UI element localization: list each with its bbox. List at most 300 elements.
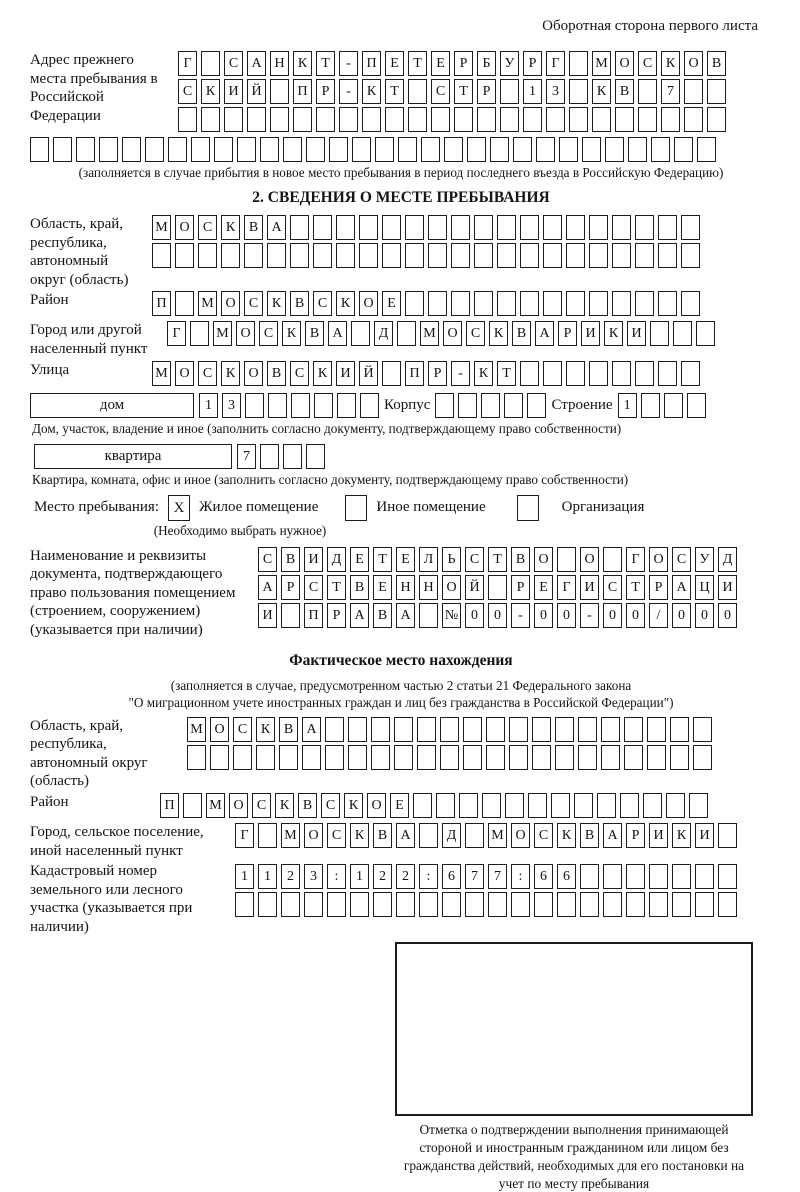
char-box[interactable] xyxy=(458,393,477,418)
char-box[interactable] xyxy=(187,745,206,770)
char-box[interactable] xyxy=(210,745,229,770)
char-box[interactable] xyxy=(635,243,654,268)
char-box[interactable]: 0 xyxy=(488,603,507,628)
char-box[interactable]: И xyxy=(695,823,714,848)
char-box[interactable] xyxy=(589,361,608,386)
char-box[interactable]: О xyxy=(443,321,462,346)
char-box[interactable]: С xyxy=(304,575,323,600)
char-box[interactable] xyxy=(718,864,737,889)
char-box[interactable] xyxy=(601,745,620,770)
char-box[interactable]: И xyxy=(718,575,737,600)
char-box[interactable] xyxy=(624,717,643,742)
char-box[interactable]: Ц xyxy=(695,575,714,600)
char-box[interactable] xyxy=(612,361,631,386)
char-box[interactable] xyxy=(398,137,417,162)
char-box[interactable] xyxy=(536,137,555,162)
char-box[interactable] xyxy=(658,361,677,386)
char-box[interactable] xyxy=(348,717,367,742)
char-box[interactable]: О xyxy=(175,215,194,240)
char-box[interactable] xyxy=(258,892,277,917)
char-box[interactable]: А xyxy=(603,823,622,848)
char-box[interactable]: 2 xyxy=(281,864,300,889)
char-box[interactable] xyxy=(638,107,657,132)
char-box[interactable] xyxy=(325,717,344,742)
char-box[interactable] xyxy=(532,717,551,742)
char-box[interactable]: В xyxy=(707,51,726,76)
char-box[interactable] xyxy=(666,793,685,818)
char-box[interactable]: 3 xyxy=(304,864,323,889)
char-box[interactable] xyxy=(419,823,438,848)
char-box[interactable]: 2 xyxy=(373,864,392,889)
char-box[interactable] xyxy=(279,745,298,770)
char-box[interactable]: Л xyxy=(419,547,438,572)
char-box[interactable]: : xyxy=(419,864,438,889)
char-box[interactable]: А xyxy=(258,575,277,600)
char-box[interactable] xyxy=(520,243,539,268)
char-box[interactable]: 7 xyxy=(465,864,484,889)
char-box[interactable]: Т xyxy=(316,51,335,76)
char-box[interactable]: - xyxy=(339,51,358,76)
char-box[interactable] xyxy=(566,291,585,316)
char-box[interactable]: С xyxy=(178,79,197,104)
char-box[interactable] xyxy=(534,892,553,917)
char-box[interactable] xyxy=(520,361,539,386)
char-box[interactable]: С xyxy=(431,79,450,104)
char-box[interactable] xyxy=(684,107,703,132)
char-box[interactable] xyxy=(413,793,432,818)
char-box[interactable] xyxy=(635,215,654,240)
char-box[interactable]: В xyxy=(350,575,369,600)
char-box[interactable]: О xyxy=(511,823,530,848)
char-box[interactable]: Т xyxy=(373,547,392,572)
char-box[interactable] xyxy=(394,717,413,742)
char-box[interactable]: К xyxy=(604,321,623,346)
char-box[interactable] xyxy=(504,393,523,418)
char-box[interactable]: 0 xyxy=(626,603,645,628)
char-box[interactable] xyxy=(543,291,562,316)
char-box[interactable]: С xyxy=(638,51,657,76)
char-box[interactable]: Т xyxy=(408,51,427,76)
char-box[interactable]: К xyxy=(201,79,220,104)
char-box[interactable] xyxy=(658,243,677,268)
char-box[interactable]: 6 xyxy=(442,864,461,889)
char-box[interactable] xyxy=(405,243,424,268)
char-box[interactable] xyxy=(664,393,683,418)
char-box[interactable]: И xyxy=(627,321,646,346)
char-box[interactable] xyxy=(463,745,482,770)
char-box[interactable] xyxy=(451,243,470,268)
char-box[interactable] xyxy=(329,137,348,162)
char-box[interactable] xyxy=(397,321,416,346)
char-box[interactable] xyxy=(76,137,95,162)
char-box[interactable]: 7 xyxy=(237,444,256,469)
char-box[interactable]: К xyxy=(256,717,275,742)
char-box[interactable] xyxy=(605,137,624,162)
char-box[interactable]: П xyxy=(160,793,179,818)
char-box[interactable]: О xyxy=(580,547,599,572)
char-box[interactable]: Г xyxy=(235,823,254,848)
apartment-type-box[interactable]: квартира xyxy=(34,444,232,469)
char-box[interactable] xyxy=(505,793,524,818)
char-box[interactable] xyxy=(661,107,680,132)
char-box[interactable]: К xyxy=(350,823,369,848)
char-box[interactable]: - xyxy=(580,603,599,628)
char-box[interactable]: 7 xyxy=(488,864,507,889)
char-box[interactable]: А xyxy=(396,603,415,628)
char-box[interactable]: М xyxy=(281,823,300,848)
char-box[interactable] xyxy=(582,137,601,162)
char-box[interactable] xyxy=(244,243,263,268)
char-box[interactable] xyxy=(283,444,302,469)
char-box[interactable]: Е xyxy=(534,575,553,600)
char-box[interactable]: О xyxy=(175,361,194,386)
char-box[interactable] xyxy=(520,291,539,316)
char-box[interactable]: С xyxy=(290,361,309,386)
char-box[interactable] xyxy=(428,243,447,268)
char-box[interactable]: О xyxy=(221,291,240,316)
char-box[interactable] xyxy=(382,215,401,240)
char-box[interactable] xyxy=(569,79,588,104)
char-box[interactable] xyxy=(488,575,507,600)
char-box[interactable]: С xyxy=(233,717,252,742)
char-box[interactable] xyxy=(580,892,599,917)
char-box[interactable]: М xyxy=(488,823,507,848)
char-box[interactable]: Д xyxy=(718,547,737,572)
char-box[interactable] xyxy=(405,215,424,240)
char-box[interactable] xyxy=(408,79,427,104)
char-box[interactable] xyxy=(482,793,501,818)
char-box[interactable] xyxy=(497,215,516,240)
char-box[interactable] xyxy=(513,137,532,162)
char-box[interactable]: К xyxy=(267,291,286,316)
char-box[interactable]: 1 xyxy=(523,79,542,104)
char-box[interactable] xyxy=(626,892,645,917)
char-box[interactable] xyxy=(405,291,424,316)
char-box[interactable]: С xyxy=(321,793,340,818)
char-box[interactable] xyxy=(290,243,309,268)
char-box[interactable] xyxy=(697,137,716,162)
char-box[interactable] xyxy=(359,215,378,240)
char-box[interactable] xyxy=(465,823,484,848)
char-box[interactable] xyxy=(707,79,726,104)
char-box[interactable] xyxy=(612,215,631,240)
char-box[interactable] xyxy=(175,291,194,316)
char-box[interactable]: С xyxy=(313,291,332,316)
char-box[interactable]: В xyxy=(279,717,298,742)
char-box[interactable]: Е xyxy=(390,793,409,818)
char-box[interactable]: Н xyxy=(419,575,438,600)
char-box[interactable]: О xyxy=(229,793,248,818)
char-box[interactable]: Т xyxy=(497,361,516,386)
char-box[interactable] xyxy=(214,137,233,162)
char-box[interactable] xyxy=(336,243,355,268)
char-box[interactable]: Е xyxy=(385,51,404,76)
char-box[interactable] xyxy=(419,892,438,917)
char-box[interactable] xyxy=(689,793,708,818)
char-box[interactable]: 0 xyxy=(603,603,622,628)
char-box[interactable]: - xyxy=(451,361,470,386)
char-box[interactable] xyxy=(673,321,692,346)
char-box[interactable] xyxy=(670,717,689,742)
char-box[interactable] xyxy=(198,243,217,268)
char-box[interactable] xyxy=(99,137,118,162)
char-box[interactable]: Р xyxy=(316,79,335,104)
char-box[interactable] xyxy=(281,603,300,628)
char-box[interactable] xyxy=(687,393,706,418)
char-box[interactable]: П xyxy=(293,79,312,104)
char-box[interactable] xyxy=(658,291,677,316)
char-box[interactable]: Г xyxy=(167,321,186,346)
char-box[interactable] xyxy=(268,393,287,418)
char-box[interactable]: М xyxy=(152,215,171,240)
char-box[interactable] xyxy=(316,107,335,132)
char-box[interactable]: Р xyxy=(649,575,668,600)
char-box[interactable]: 1 xyxy=(199,393,218,418)
char-box[interactable] xyxy=(382,361,401,386)
char-box[interactable] xyxy=(233,745,252,770)
char-box[interactable] xyxy=(122,137,141,162)
char-box[interactable]: Д xyxy=(327,547,346,572)
char-box[interactable]: В xyxy=(267,361,286,386)
char-box[interactable]: У xyxy=(500,51,519,76)
char-box[interactable] xyxy=(352,137,371,162)
char-box[interactable] xyxy=(435,393,454,418)
char-box[interactable]: К xyxy=(592,79,611,104)
char-box[interactable]: В xyxy=(244,215,263,240)
char-box[interactable] xyxy=(440,717,459,742)
char-box[interactable] xyxy=(442,892,461,917)
char-box[interactable] xyxy=(382,243,401,268)
char-box[interactable] xyxy=(601,717,620,742)
char-box[interactable] xyxy=(641,393,660,418)
char-box[interactable]: В xyxy=(305,321,324,346)
char-box[interactable]: : xyxy=(511,864,530,889)
char-box[interactable]: М xyxy=(198,291,217,316)
char-box[interactable]: О xyxy=(684,51,703,76)
char-box[interactable] xyxy=(444,137,463,162)
char-box[interactable]: Т xyxy=(454,79,473,104)
char-box[interactable] xyxy=(431,107,450,132)
char-box[interactable]: И xyxy=(258,603,277,628)
char-box[interactable]: И xyxy=(336,361,355,386)
char-box[interactable] xyxy=(168,137,187,162)
char-box[interactable] xyxy=(635,291,654,316)
char-box[interactable]: А xyxy=(267,215,286,240)
char-box[interactable] xyxy=(221,243,240,268)
char-box[interactable] xyxy=(674,137,693,162)
char-box[interactable] xyxy=(417,717,436,742)
char-box[interactable] xyxy=(304,892,323,917)
char-box[interactable]: С xyxy=(252,793,271,818)
char-box[interactable]: 0 xyxy=(557,603,576,628)
char-box[interactable]: Г xyxy=(178,51,197,76)
char-box[interactable] xyxy=(348,745,367,770)
char-box[interactable] xyxy=(497,243,516,268)
char-box[interactable] xyxy=(693,717,712,742)
char-box[interactable]: А xyxy=(247,51,266,76)
char-box[interactable]: М xyxy=(152,361,171,386)
char-box[interactable]: 6 xyxy=(557,864,576,889)
char-box[interactable] xyxy=(451,291,470,316)
char-box[interactable] xyxy=(650,321,669,346)
char-box[interactable]: Д xyxy=(442,823,461,848)
char-box[interactable] xyxy=(306,137,325,162)
char-box[interactable] xyxy=(589,243,608,268)
char-box[interactable]: Р xyxy=(454,51,473,76)
char-box[interactable]: С xyxy=(327,823,346,848)
char-box[interactable] xyxy=(258,823,277,848)
char-box[interactable]: С xyxy=(672,547,691,572)
char-box[interactable]: Р xyxy=(558,321,577,346)
char-box[interactable]: Р xyxy=(281,575,300,600)
char-box[interactable] xyxy=(695,864,714,889)
char-box[interactable] xyxy=(291,393,310,418)
char-box[interactable] xyxy=(237,137,256,162)
char-box[interactable] xyxy=(693,745,712,770)
char-box[interactable]: Н xyxy=(270,51,289,76)
char-box[interactable]: Й xyxy=(465,575,484,600)
char-box[interactable]: С xyxy=(465,547,484,572)
char-box[interactable]: 1 xyxy=(350,864,369,889)
char-box[interactable]: К xyxy=(282,321,301,346)
char-box[interactable] xyxy=(325,745,344,770)
char-box[interactable]: В xyxy=(373,823,392,848)
char-box[interactable]: С xyxy=(224,51,243,76)
char-box[interactable] xyxy=(620,793,639,818)
char-box[interactable] xyxy=(589,215,608,240)
char-box[interactable] xyxy=(474,291,493,316)
char-box[interactable] xyxy=(313,243,332,268)
char-box[interactable]: К xyxy=(344,793,363,818)
organization-checkbox[interactable] xyxy=(517,495,539,521)
char-box[interactable]: Р xyxy=(327,603,346,628)
char-box[interactable] xyxy=(267,243,286,268)
char-box[interactable]: Т xyxy=(327,575,346,600)
char-box[interactable]: П xyxy=(304,603,323,628)
char-box[interactable]: Т xyxy=(626,575,645,600)
char-box[interactable]: С xyxy=(466,321,485,346)
char-box[interactable]: Г xyxy=(557,575,576,600)
char-box[interactable]: А xyxy=(535,321,554,346)
char-box[interactable]: 1 xyxy=(618,393,637,418)
char-box[interactable]: А xyxy=(350,603,369,628)
char-box[interactable] xyxy=(190,321,209,346)
char-box[interactable] xyxy=(592,107,611,132)
char-box[interactable] xyxy=(306,444,325,469)
char-box[interactable]: Р xyxy=(477,79,496,104)
char-box[interactable]: О xyxy=(359,291,378,316)
char-box[interactable]: В xyxy=(373,603,392,628)
char-box[interactable] xyxy=(53,137,72,162)
char-box[interactable]: К xyxy=(336,291,355,316)
char-box[interactable] xyxy=(371,745,390,770)
char-box[interactable] xyxy=(509,745,528,770)
char-box[interactable]: 3 xyxy=(222,393,241,418)
char-box[interactable]: В xyxy=(298,793,317,818)
char-box[interactable] xyxy=(695,892,714,917)
char-box[interactable] xyxy=(551,793,570,818)
char-box[interactable] xyxy=(500,79,519,104)
char-box[interactable] xyxy=(707,107,726,132)
char-box[interactable]: О xyxy=(649,547,668,572)
char-box[interactable]: Е xyxy=(396,547,415,572)
char-box[interactable] xyxy=(385,107,404,132)
char-box[interactable] xyxy=(555,745,574,770)
char-box[interactable]: К xyxy=(557,823,576,848)
char-box[interactable]: А xyxy=(672,575,691,600)
char-box[interactable] xyxy=(256,745,275,770)
char-box[interactable] xyxy=(454,107,473,132)
char-box[interactable]: : xyxy=(327,864,346,889)
char-box[interactable] xyxy=(603,892,622,917)
char-box[interactable] xyxy=(566,243,585,268)
char-box[interactable] xyxy=(465,892,484,917)
char-box[interactable]: И xyxy=(649,823,668,848)
char-box[interactable]: Г xyxy=(626,547,645,572)
char-box[interactable] xyxy=(578,745,597,770)
char-box[interactable] xyxy=(436,793,455,818)
char-box[interactable] xyxy=(371,717,390,742)
char-box[interactable] xyxy=(651,137,670,162)
char-box[interactable]: С xyxy=(259,321,278,346)
char-box[interactable]: В xyxy=(615,79,634,104)
char-box[interactable] xyxy=(490,137,509,162)
char-box[interactable] xyxy=(247,107,266,132)
char-box[interactable]: К xyxy=(362,79,381,104)
char-box[interactable]: С xyxy=(603,575,622,600)
char-box[interactable]: О xyxy=(304,823,323,848)
char-box[interactable] xyxy=(30,137,49,162)
char-box[interactable]: П xyxy=(152,291,171,316)
char-box[interactable] xyxy=(428,291,447,316)
char-box[interactable] xyxy=(555,717,574,742)
char-box[interactable] xyxy=(546,107,565,132)
char-box[interactable] xyxy=(421,137,440,162)
char-box[interactable] xyxy=(718,823,737,848)
char-box[interactable] xyxy=(417,745,436,770)
char-box[interactable] xyxy=(681,361,700,386)
char-box[interactable] xyxy=(603,547,622,572)
char-box[interactable] xyxy=(245,393,264,418)
char-box[interactable] xyxy=(580,864,599,889)
char-box[interactable]: № xyxy=(442,603,461,628)
char-box[interactable] xyxy=(339,107,358,132)
char-box[interactable] xyxy=(488,892,507,917)
char-box[interactable] xyxy=(270,79,289,104)
char-box[interactable]: И xyxy=(580,575,599,600)
char-box[interactable] xyxy=(557,547,576,572)
char-box[interactable] xyxy=(578,717,597,742)
char-box[interactable] xyxy=(191,137,210,162)
char-box[interactable]: К xyxy=(221,215,240,240)
char-box[interactable]: В xyxy=(281,547,300,572)
char-box[interactable]: 0 xyxy=(465,603,484,628)
char-box[interactable] xyxy=(597,793,616,818)
char-box[interactable]: Б xyxy=(477,51,496,76)
char-box[interactable]: 6 xyxy=(534,864,553,889)
char-box[interactable]: М xyxy=(187,717,206,742)
char-box[interactable] xyxy=(408,107,427,132)
char-box[interactable] xyxy=(520,215,539,240)
char-box[interactable] xyxy=(528,793,547,818)
char-box[interactable]: С xyxy=(534,823,553,848)
char-box[interactable] xyxy=(290,215,309,240)
char-box[interactable] xyxy=(603,864,622,889)
char-box[interactable]: Р xyxy=(428,361,447,386)
char-box[interactable] xyxy=(615,107,634,132)
char-box[interactable]: Т xyxy=(385,79,404,104)
char-box[interactable] xyxy=(569,51,588,76)
